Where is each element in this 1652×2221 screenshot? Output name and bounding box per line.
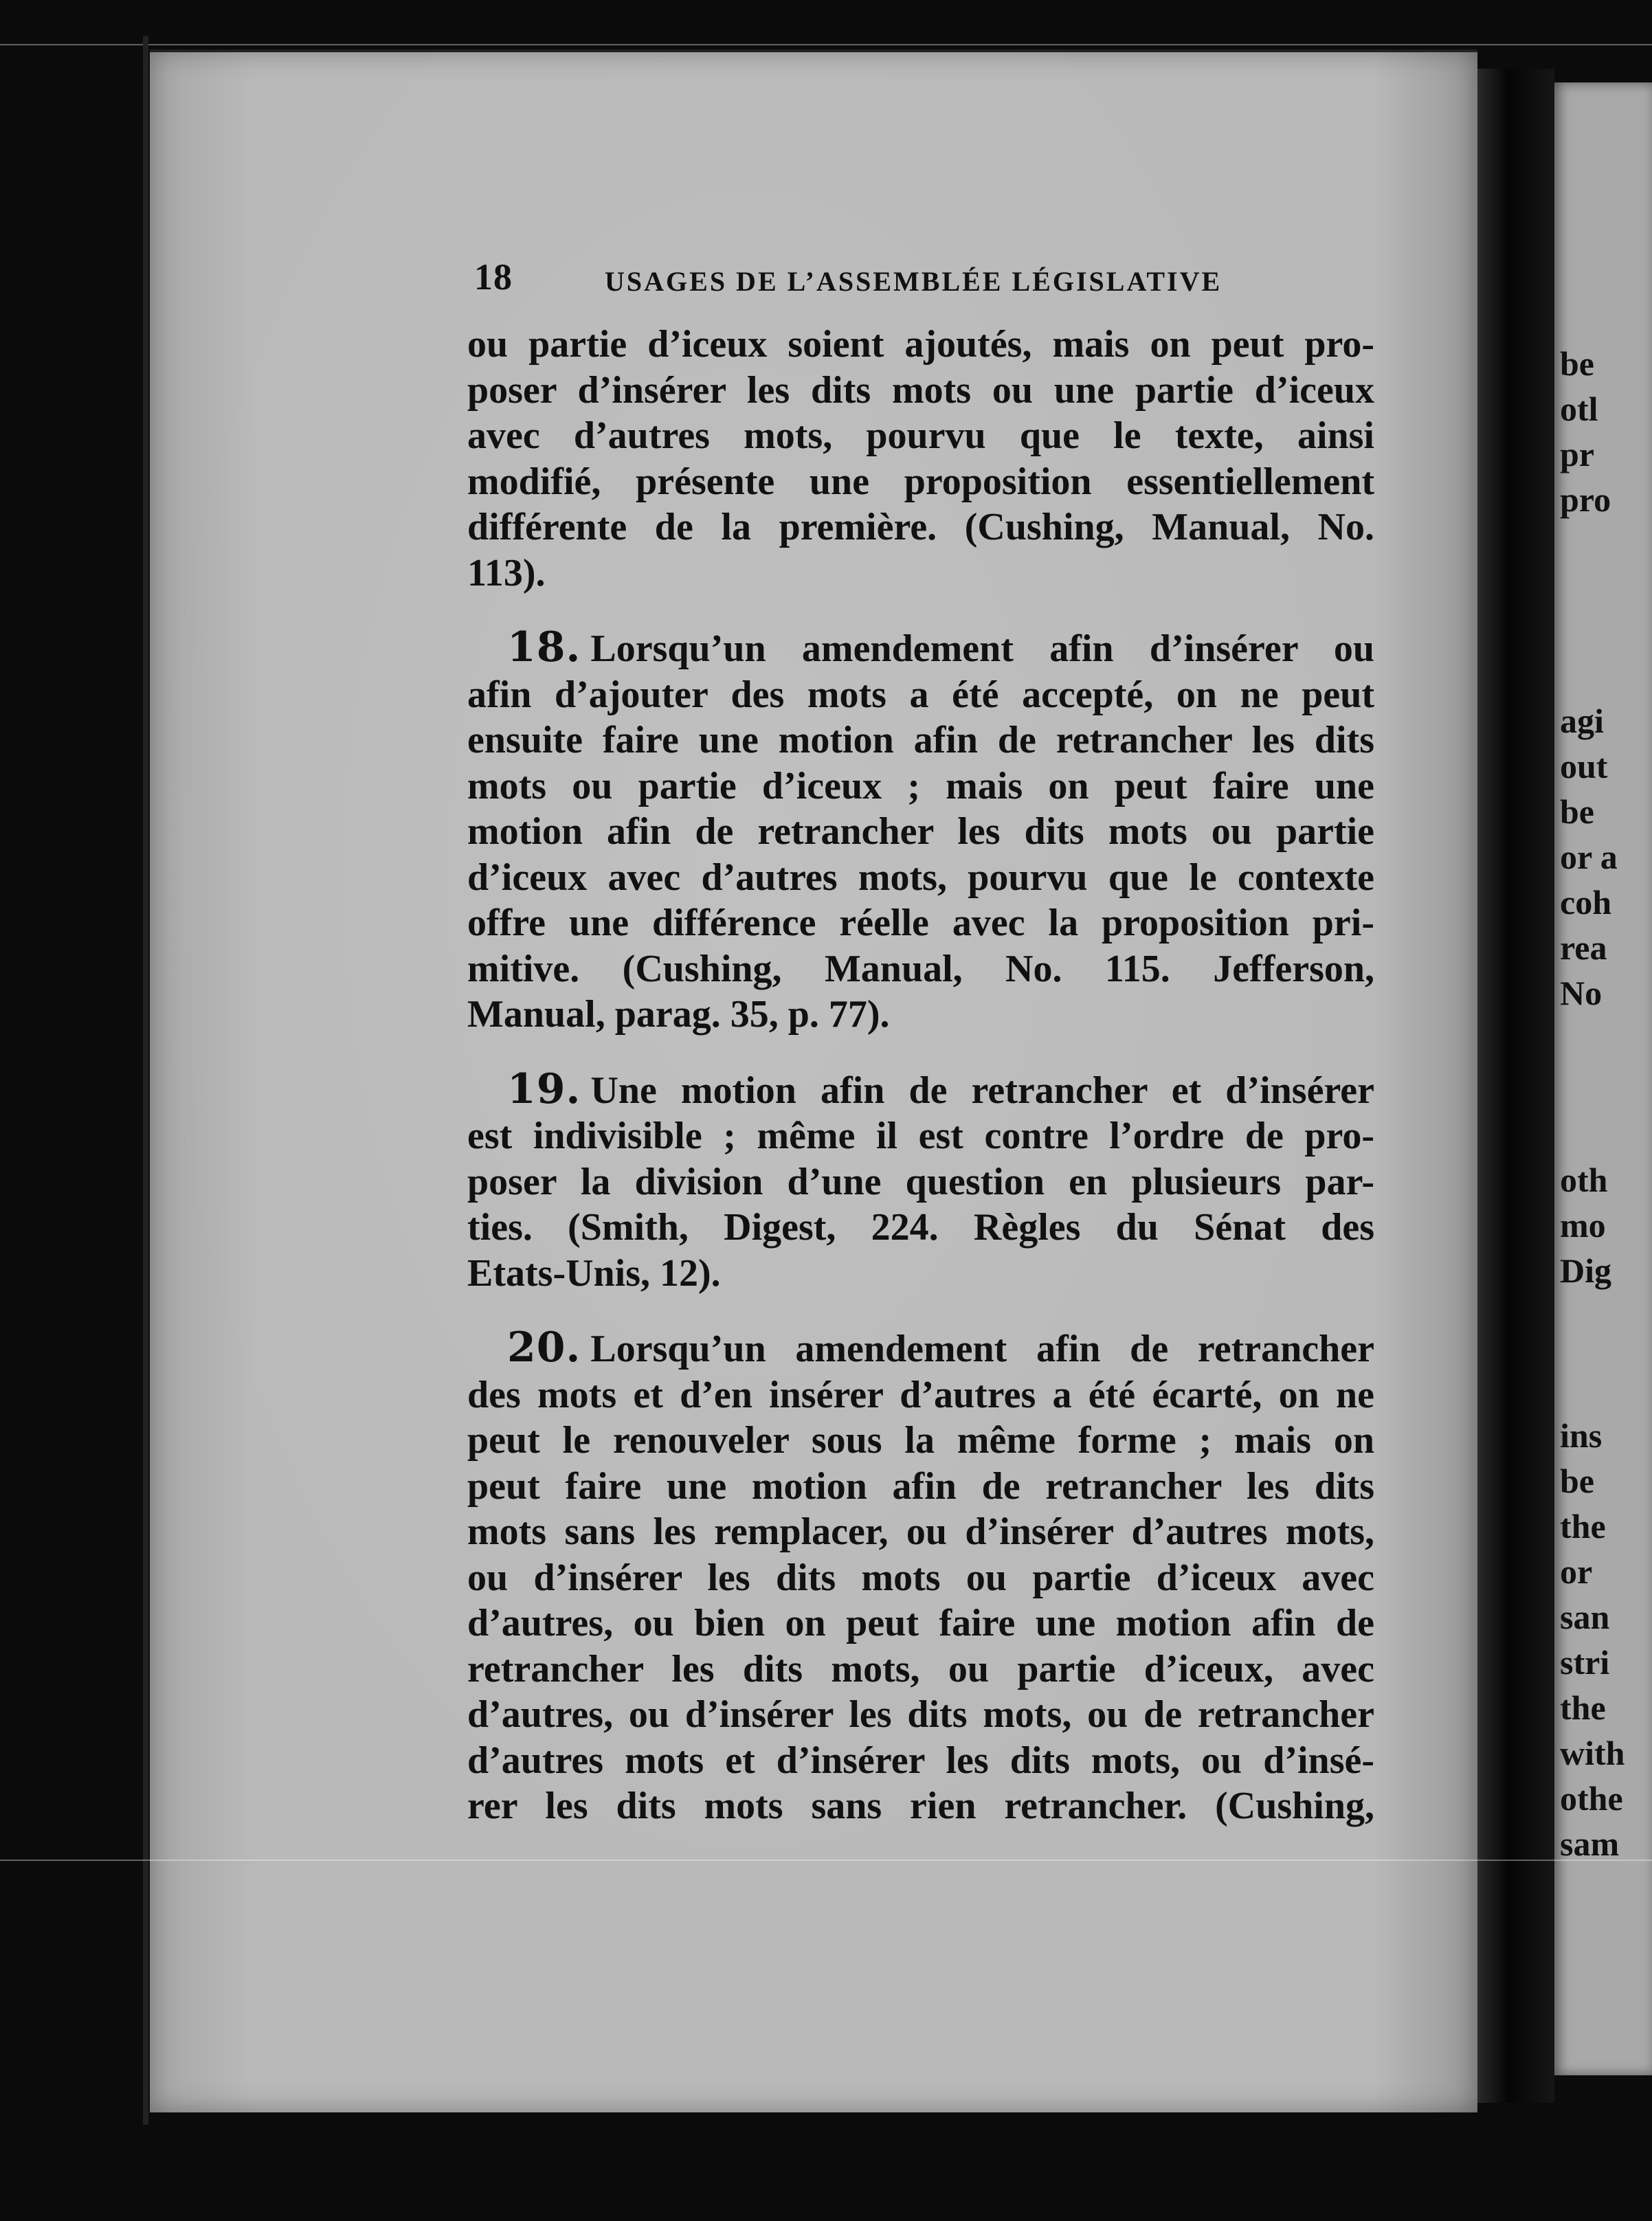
facing-fragment: san <box>1560 1598 1610 1636</box>
text-line: d’autres, ou d’insérer les dits mots, ou de retrancher <box>467 1693 1374 1736</box>
text-line: rer les dits mots sans rien retrancher. (Cushing, <box>467 1785 1374 1827</box>
intro-paragraph <box>467 322 1374 596</box>
text-line <box>467 1064 1374 1114</box>
section-20 <box>467 1325 1374 1829</box>
section-19 <box>467 1064 1374 1297</box>
facing-fragment: or <box>1560 1552 1593 1591</box>
page-left-edge <box>143 36 148 2125</box>
facing-fragment: the <box>1560 1688 1606 1727</box>
book-gutter <box>1477 69 1554 2103</box>
paragraph-gap <box>467 596 1374 625</box>
facing-fragment: Dig <box>1560 1251 1611 1290</box>
section-number: 19. <box>507 1064 581 1113</box>
section-first-line: Lorsqu’un amendement afin d’insérer ou <box>590 627 1374 670</box>
scan-artifact-line-top <box>0 44 1652 45</box>
section-first-line: Lorsqu’un amendement afin de retrancher <box>590 1328 1374 1370</box>
section-number: 20. <box>507 1324 581 1372</box>
text-line: mitive. (Cushing, Manual, No. 115. Jefferson, <box>467 947 1374 990</box>
text-line: poser d’insérer les dits mots ou une partie d’iceux <box>467 368 1374 412</box>
section-first-line: Une motion afin de retrancher et d’insérer <box>590 1069 1374 1112</box>
text-line: 113). <box>467 551 546 594</box>
page-top-edge <box>150 49 1477 52</box>
section-number: 18. <box>507 623 581 671</box>
facing-fragment: otl <box>1560 390 1598 428</box>
facing-fragment: be <box>1560 1462 1594 1500</box>
text-line: ou partie d’iceux soient ajoutés, mais on peut pro- <box>467 323 1374 366</box>
text-line <box>467 625 1374 672</box>
text-line: modifié, présente une proposition essentiellement <box>467 460 1374 503</box>
facing-page-fragment <box>1554 82 1652 2075</box>
running-title: USAGES DE L’ASSEMBLÉE LÉGISLATIVE <box>605 266 1223 297</box>
facing-fragment: othe <box>1560 1779 1623 1818</box>
facing-fragment: mo <box>1560 1206 1606 1245</box>
text-line: Etats-Unis, 12). <box>467 1251 721 1295</box>
text-line: peut le renouveler sous la même forme ; mais on <box>467 1419 1374 1462</box>
facing-fragment: rea <box>1560 928 1607 967</box>
paragraph-gap <box>467 1038 1374 1067</box>
facing-fragment: be <box>1560 792 1594 831</box>
facing-fragment: pr <box>1560 435 1594 473</box>
facing-fragment: be <box>1560 344 1594 383</box>
text-line: différente de la première. (Cushing, Manual, No. <box>467 506 1374 548</box>
text-line: mots ou partie d’iceux ; mais on peut faire une <box>467 764 1374 807</box>
facing-fragment: No <box>1560 974 1603 1012</box>
text-line: d’iceux avec d’autres mots, pourvu que le contexte <box>467 856 1374 899</box>
facing-fragment: with <box>1560 1734 1625 1772</box>
facing-fragment: ins <box>1560 1416 1603 1455</box>
text-line: afin d’ajouter des mots a été accepté, on ne peut <box>467 673 1374 716</box>
text-line: mots sans les remplacer, ou d’insérer d’autres mots, <box>467 1510 1374 1553</box>
text-line: des mots et d’en insérer d’autres a été écarté, on ne <box>467 1373 1374 1416</box>
facing-fragment: agi <box>1560 702 1604 740</box>
text-line: avec d’autres mots, pourvu que le texte, ainsi <box>467 414 1374 457</box>
facing-fragment: sam <box>1560 1824 1620 1863</box>
text-line: motion afin de retrancher les dits mots ou partie <box>467 810 1374 853</box>
section-18 <box>467 625 1374 1038</box>
text-line: d’autres, ou bien on peut faire une motion afin de <box>467 1602 1374 1644</box>
text-line: est indivisible ; même il est contre l’ordre de pro- <box>467 1115 1374 1157</box>
text-line: offre une différence réelle avec la proposition pri- <box>467 902 1374 944</box>
running-head <box>474 256 1368 304</box>
scan-artifact-line-bottom <box>0 1860 1652 1861</box>
text-line: retrancher les dits mots, ou partie d’iceux, avec <box>467 1647 1374 1690</box>
text-line: ensuite faire une motion afin de retrancher les dits <box>467 719 1374 761</box>
text-line: ties. (Smith, Digest, 224. Règles du Sénat des <box>467 1206 1374 1249</box>
facing-fragment: oth <box>1560 1161 1608 1199</box>
facing-fragment: pro <box>1560 480 1611 519</box>
facing-fragment: stri <box>1560 1643 1610 1682</box>
text-line: peut faire une motion afin de retrancher les dits <box>467 1464 1374 1508</box>
text-line <box>467 1325 1374 1372</box>
body-text <box>467 322 1374 1829</box>
paragraph-gap <box>467 1296 1374 1325</box>
text-line: ou d’insérer les dits mots ou partie d’iceux avec <box>467 1556 1374 1599</box>
text-line: d’autres mots et d’insérer les dits mots, ou d’insé- <box>467 1739 1374 1782</box>
facing-fragment: or a <box>1560 838 1618 876</box>
facing-fragment: out <box>1560 747 1608 785</box>
text-line: poser la division d’une question en plusieurs par- <box>467 1160 1374 1203</box>
facing-fragment: the <box>1560 1507 1606 1545</box>
page-number: 18 <box>474 256 513 298</box>
facing-fragment: coh <box>1560 883 1611 922</box>
text-line: Manual, parag. 35, p. 77). <box>467 993 890 1036</box>
